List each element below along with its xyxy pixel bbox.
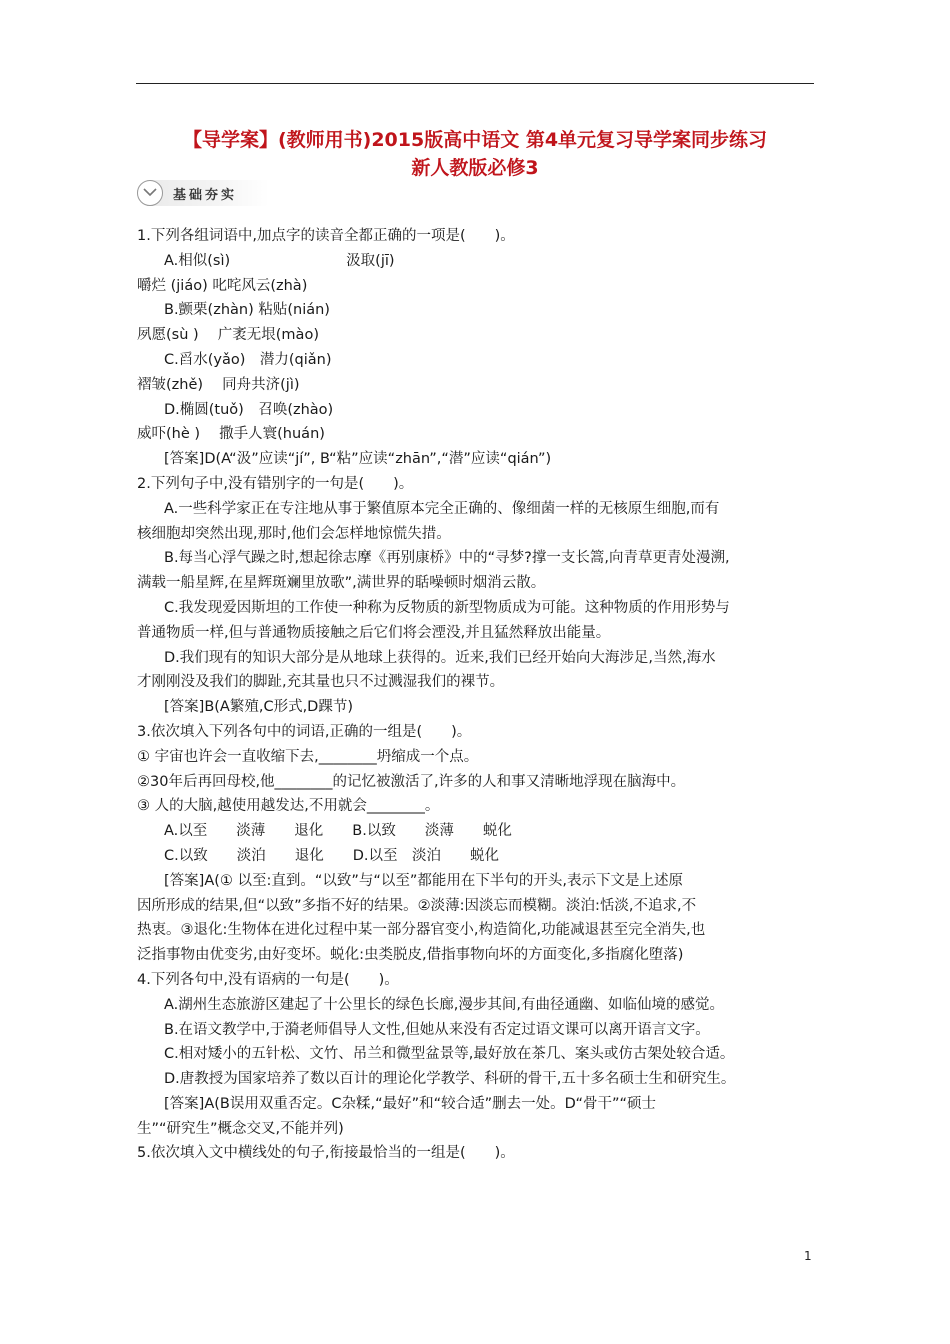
section-badge [137,180,269,206]
text-line: [答案]B(A繁殖,C形式,D踝节) [164,699,354,716]
text-line: 生”“研究生”概念交叉,不能并列) [137,1120,344,1137]
text-line: D.我们现有的知识大部分是从地球上获得的。近来,我们已经开始向大海涉足,当然,海水 [164,649,716,666]
text-line: A.湖州生态旅游区建起了十公里长的绿色长廊,漫步其间,有曲径通幽、如临仙境的感觉。 [164,996,724,1013]
text-line: C.我发现爱因斯坦的工作使一种称为反物质的新型物质成为可能。这种物质的作用形势与 [164,599,730,616]
chevron-down-icon [137,180,163,206]
document-title-line2: 新人教版必修3 [411,157,539,179]
text-line: 2.下列句子中,没有错别字的一句是( )。 [137,475,414,492]
text-line: 夙愿(sù ) 广袤无垠(mào) [137,327,319,344]
text-line: [答案]A(① 以至:直到。“以致”与“以至”都能用在下半句的开头,表示下文是上述原 [164,872,684,889]
text-line: ① 宇宙也许会一直收缩下去,________坍缩成一个点。 [137,748,479,765]
text-line: 热衷。③退化:生物体在进化过程中某一部分器官变小,构造简化,功能减退甚至完全消失,也 [137,922,706,939]
text-line: [答案]D(A“汲”应读“jí”, B“粘”应读“zhān”,“潜”应读“qián”) [164,451,552,468]
text-line: C.相对矮小的五针松、文竹、吊兰和微型盆景等,最好放在茶几、案头或仿古架处较合适。 [164,1046,735,1063]
text-line: 核细胞却突然出现,那时,他们会怎样地惊慌失措。 [137,525,451,542]
text-line: 满载一船星辉,在星辉斑斓里放歌”,满世界的聒噪顿时烟消云散。 [137,575,546,592]
text-line: C.舀水(yǎo) 潜力(qiǎn) [164,351,332,368]
text-line: [答案]A(B误用双重否定。C杂糅,“最好”和“较合适”删去一处。D“骨干”“硕士 [164,1095,656,1112]
question-body [137,224,817,1166]
text-line: 5.依次填入文中横线处的句子,衔接最恰当的一组是( )。 [137,1145,515,1162]
text-line: ②30年后再回母校,他________的记忆被激活了,许多的人和事又清晰地浮现在脑海中。 [137,773,686,790]
text-line: 嚼烂 (jiáo) 叱咤风云(zhà) [137,277,308,294]
text-line: A.以至 淡薄 退化 B.以致 淡薄 蜕化 [164,823,512,840]
section-label: 基础夯实 [173,188,238,203]
text-line: 3.依次填入下列各句中的词语,正确的一组是( )。 [137,723,472,740]
text-line: B.每当心浮气躁之时,想起徐志摩《再别康桥》中的“寻梦?撑一支长篙,向青草更青处漫溯, [164,550,730,567]
text-line: B.颤栗(zhàn) 粘贴(nián) [164,302,330,319]
text-line: 威吓(hè ) 撒手人寰(huán) [137,426,325,443]
text-line: D.椭圆(tuǒ) 召唤(zhào) [164,401,334,418]
document-title-line1: 【导学案】(教师用书)2015版高中语文 第4单元复习导学案同步练习 [182,129,768,151]
text-line: C.以致 淡泊 退化 D.以至 淡泊 蜕化 [164,847,500,864]
text-line: ③ 人的大脑,越使用越发达,不用就会________。 [137,798,440,815]
text-line: D.唐教授为国家培养了数以百计的理论化学教学、科研的骨干,五十多名硕士生和研究生。 [164,1071,736,1088]
text-line: 4.下列各句中,没有语病的一句是( )。 [137,971,399,988]
text-line: 褶皱(zhě) 同舟共济(jì) [137,376,300,393]
text-line: A.一些科学家正在专注地从事于繁值原本完全正确的、像细菌一样的无核原生细胞,而有 [164,500,720,517]
page-number: 1 [804,1249,812,1263]
text-line: 1.下列各组词语中,加点字的读音全都正确的一项是( )。 [137,228,515,244]
text-line: 泛指事物由优变劣,由好变坏。蜕化:虫类脱皮,借指事物向坏的方面变化,多指腐化堕落) [137,947,684,964]
text-line: 因所形成的结果,但“以致”多指不好的结果。②淡薄:因淡忘而模糊。淡泊:恬淡,不追求,不 [137,897,697,914]
text-line: 普通物质一样,但与普通物质接触之后它们将会湮没,并且猛然释放出能量。 [137,624,611,641]
text-line: 才刚刚没及我们的脚趾,充其量也只不过溅湿我们的裸节。 [137,674,505,691]
text-line: A.相似(sì) 汲取(jī) [164,252,395,269]
header-rule [136,83,814,84]
text-line: B.在语文教学中,于漪老师倡导人文性,但她从来没有否定过语文课可以离开语言文字。 [164,1021,710,1038]
